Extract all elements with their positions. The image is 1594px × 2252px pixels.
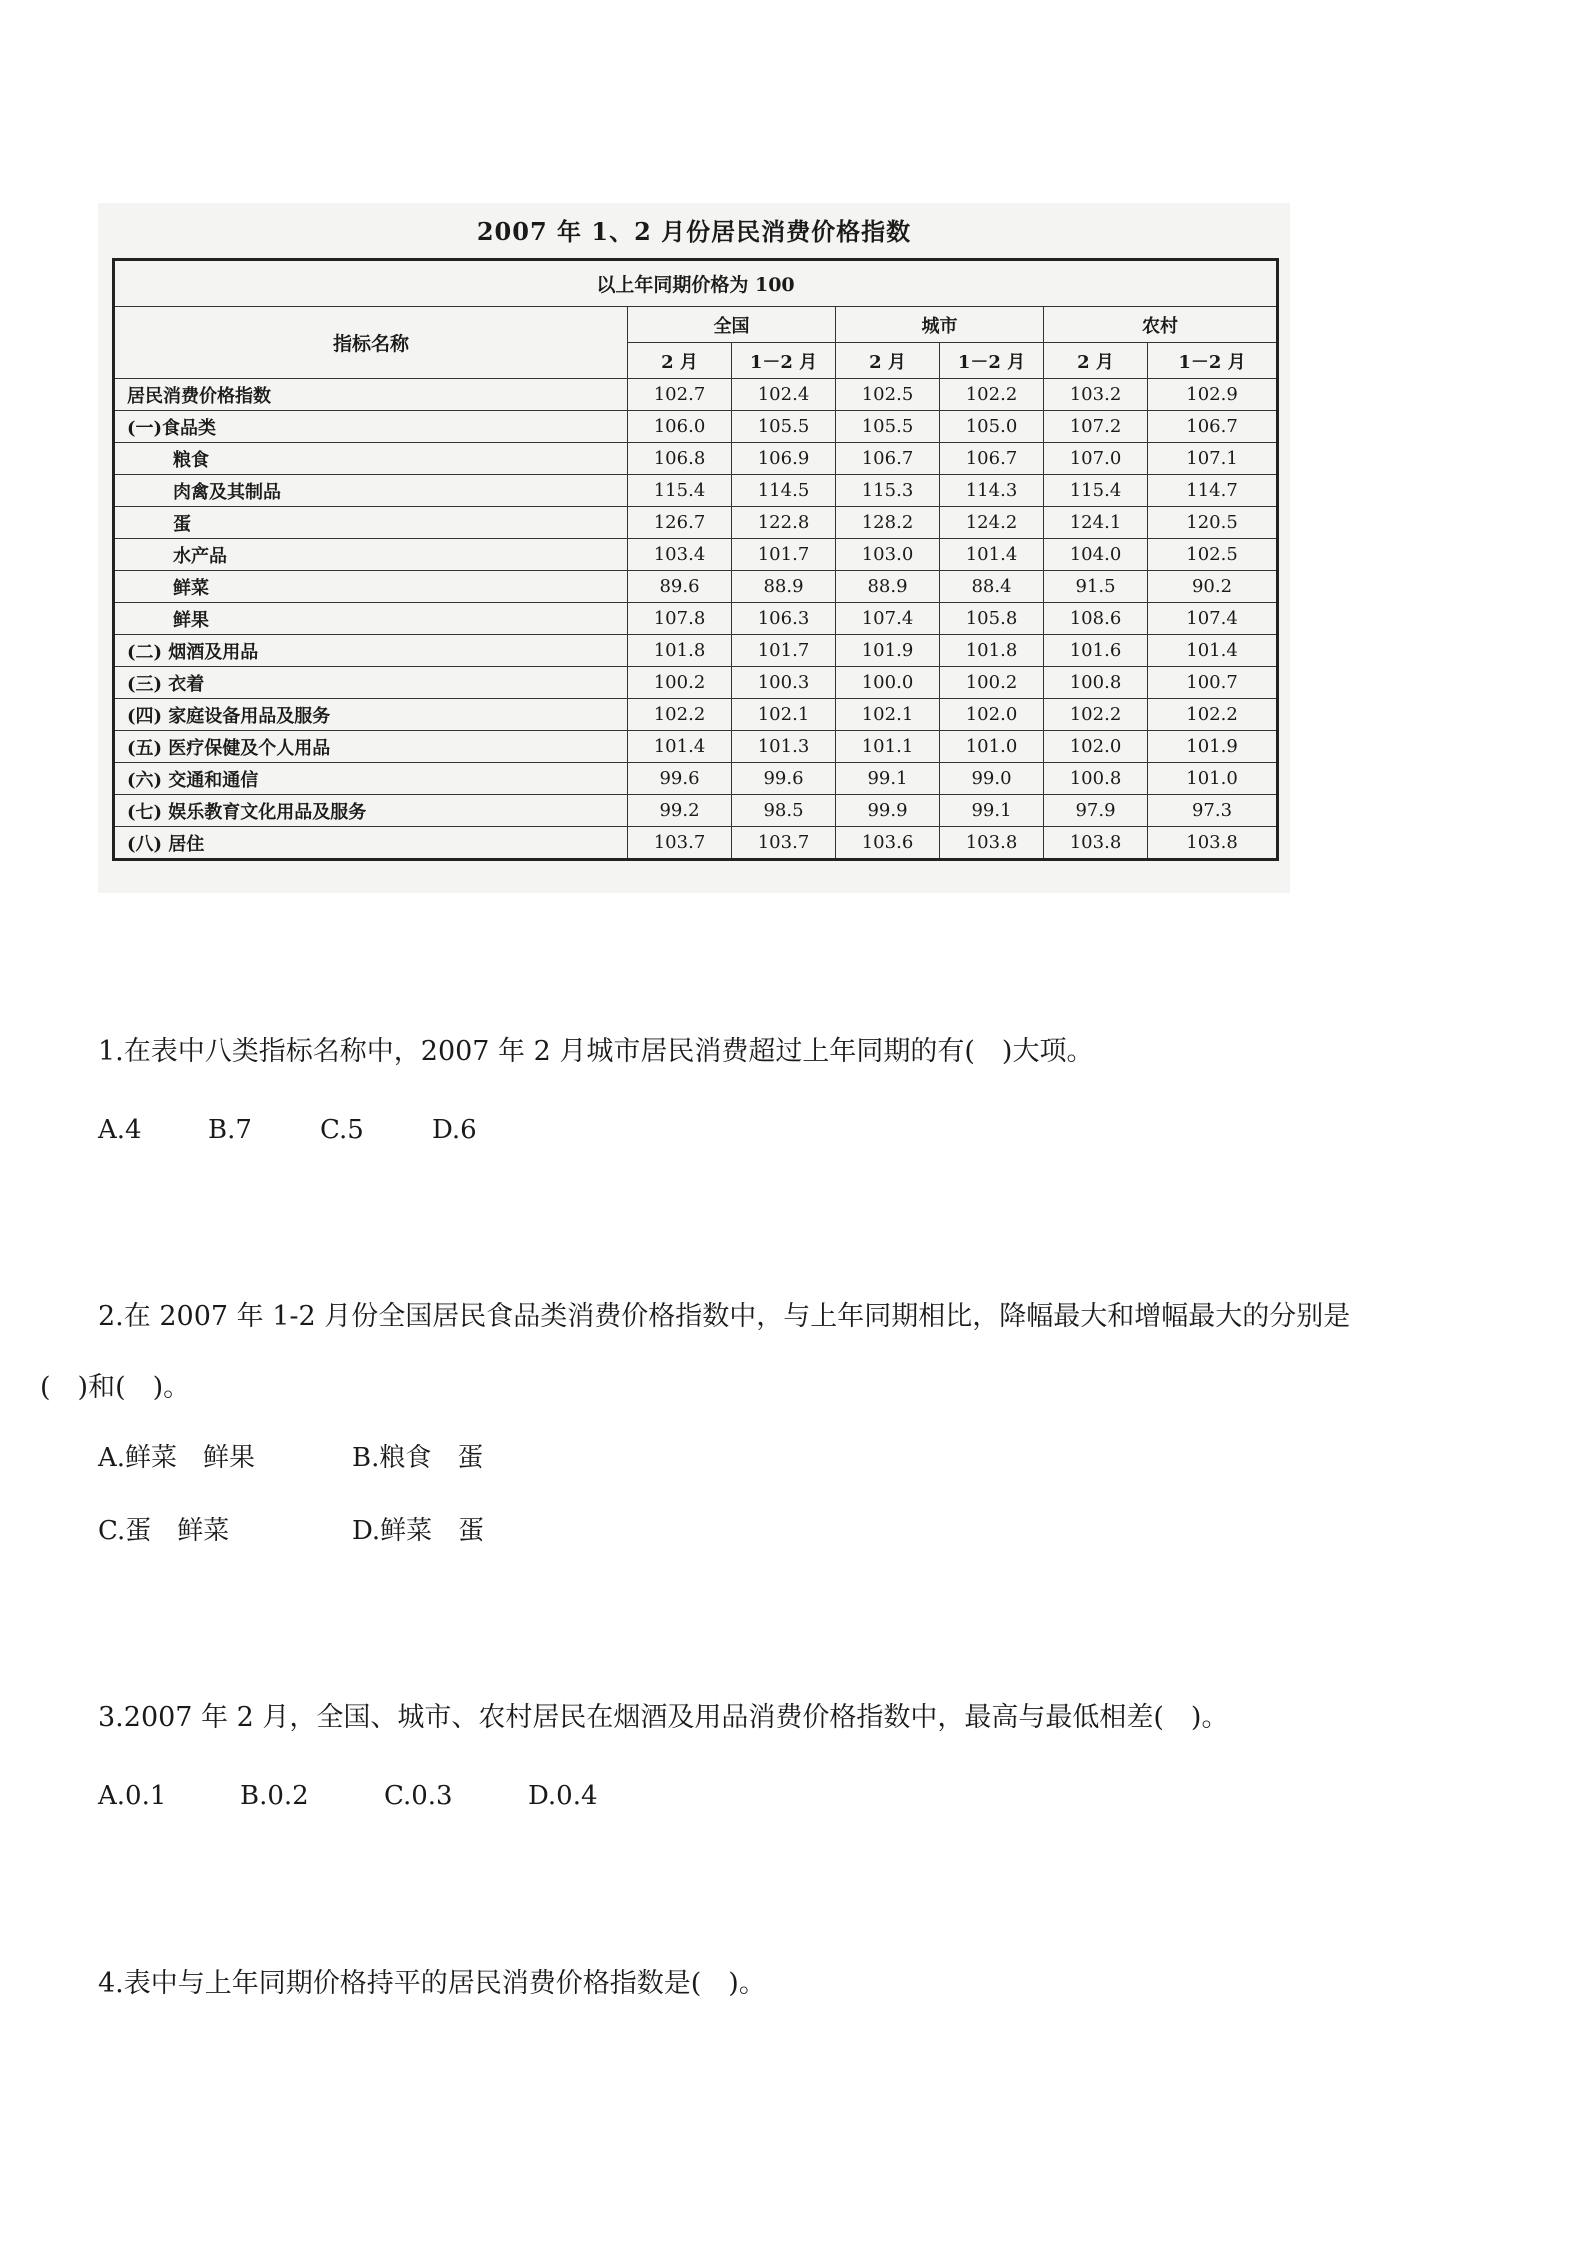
index-value-cell: 101.7	[732, 539, 836, 571]
index-value-cell: 120.5	[1148, 507, 1278, 539]
price-index-table-figure	[98, 203, 1290, 893]
index-value-cell: 102.2	[628, 699, 732, 731]
indicator-name-cell: 肉禽及其制品	[114, 475, 628, 507]
group-header-city: 城市	[836, 307, 1044, 343]
index-value-cell: 100.8	[1044, 667, 1148, 699]
table-row	[114, 411, 1278, 443]
index-value-cell: 106.7	[836, 443, 940, 475]
indicator-name-cell: 居民消费价格指数	[114, 379, 628, 411]
indicator-name-cell: (六) 交通和通信	[114, 763, 628, 795]
table-row	[114, 699, 1278, 731]
index-value-cell: 102.2	[1044, 699, 1148, 731]
index-value-cell: 101.0	[940, 731, 1044, 763]
option-c: C.5	[320, 1115, 364, 1145]
indicator-name-cell: 鲜果	[114, 603, 628, 635]
option-a: A.鲜菜 鲜果	[98, 1443, 256, 1473]
option-d: D.6	[432, 1115, 477, 1145]
group-header-rural: 农村	[1044, 307, 1278, 343]
option-d: D.鲜菜 蛋	[352, 1516, 485, 1546]
question-1-text: 1.在表中八类指标名称中，2007 年 2 月城市居民消费超过上年同期的有( )大项。	[98, 1036, 1094, 1067]
subheader: 1－2 月	[940, 343, 1044, 379]
option-c: C.0.3	[384, 1781, 453, 1811]
index-value-cell: 88.9	[836, 571, 940, 603]
index-value-cell: 97.9	[1044, 795, 1148, 827]
option-a: A.0.1	[98, 1781, 167, 1811]
indicator-name-cell: (八) 居住	[114, 827, 628, 860]
index-value-cell: 100.2	[940, 667, 1044, 699]
option-d: D.0.4	[528, 1781, 598, 1811]
index-value-cell: 102.1	[836, 699, 940, 731]
indicator-name-cell: 粮食	[114, 443, 628, 475]
index-value-cell: 106.9	[732, 443, 836, 475]
index-value-cell: 89.6	[628, 571, 732, 603]
index-value-cell: 103.4	[628, 539, 732, 571]
index-value-cell: 99.0	[940, 763, 1044, 795]
index-value-cell: 128.2	[836, 507, 940, 539]
index-value-cell: 91.5	[1044, 571, 1148, 603]
index-value-cell: 102.1	[732, 699, 836, 731]
indicator-name-cell: (二) 烟酒及用品	[114, 635, 628, 667]
index-value-cell: 102.5	[1148, 539, 1278, 571]
index-value-cell: 98.5	[732, 795, 836, 827]
index-value-cell: 107.1	[1148, 443, 1278, 475]
index-value-cell: 105.0	[940, 411, 1044, 443]
index-value-cell: 106.8	[628, 443, 732, 475]
indicator-name-cell: (四) 家庭设备用品及服务	[114, 699, 628, 731]
index-value-cell: 101.9	[836, 635, 940, 667]
index-value-cell: 103.0	[836, 539, 940, 571]
question-2-options-row2	[98, 1513, 598, 1549]
group-header-national: 全国	[628, 307, 836, 343]
index-value-cell: 106.3	[732, 603, 836, 635]
question-1-options	[98, 1112, 498, 1148]
question-3-options	[98, 1778, 658, 1814]
index-value-cell: 101.4	[940, 539, 1044, 571]
index-value-cell: 102.5	[836, 379, 940, 411]
option-c: C.蛋 鲜菜	[98, 1516, 230, 1546]
question-3-text: 3.2007 年 2 月，全国、城市、农村居民在烟酒及用品消费价格指数中，最高与最低相差( )。	[98, 1702, 1229, 1733]
index-value-cell: 100.3	[732, 667, 836, 699]
index-value-cell: 122.8	[732, 507, 836, 539]
index-value-cell: 103.7	[732, 827, 836, 860]
index-value-cell: 99.6	[732, 763, 836, 795]
index-value-cell: 90.2	[1148, 571, 1278, 603]
option-b: B.7	[208, 1115, 252, 1145]
index-value-cell: 108.6	[1044, 603, 1148, 635]
index-value-cell: 101.3	[732, 731, 836, 763]
index-value-cell: 100.7	[1148, 667, 1278, 699]
index-value-cell: 115.3	[836, 475, 940, 507]
table-row	[114, 731, 1278, 763]
index-value-cell: 103.8	[1148, 827, 1278, 860]
index-value-cell: 101.6	[1044, 635, 1148, 667]
index-value-cell: 105.5	[836, 411, 940, 443]
index-value-cell: 114.7	[1148, 475, 1278, 507]
index-value-cell: 115.4	[1044, 475, 1148, 507]
index-value-cell: 115.4	[628, 475, 732, 507]
subheader: 1－2 月	[1148, 343, 1278, 379]
index-value-cell: 103.8	[940, 827, 1044, 860]
index-value-cell: 106.0	[628, 411, 732, 443]
index-value-cell: 100.0	[836, 667, 940, 699]
table-title: 2007 年 1、2 月份居民消费价格指数	[476, 217, 912, 246]
index-value-cell: 106.7	[940, 443, 1044, 475]
indicator-name-cell: 水产品	[114, 539, 628, 571]
table-row	[114, 667, 1278, 699]
subheader: 2 月	[628, 343, 732, 379]
index-value-cell: 103.2	[1044, 379, 1148, 411]
index-value-cell: 101.1	[836, 731, 940, 763]
indicator-name-cell: 蛋	[114, 507, 628, 539]
index-value-cell: 102.0	[940, 699, 1044, 731]
index-value-cell: 101.0	[1148, 763, 1278, 795]
table-row	[114, 443, 1278, 475]
index-value-cell: 103.7	[628, 827, 732, 860]
subheader: 1－2 月	[732, 343, 836, 379]
index-value-cell: 99.1	[940, 795, 1044, 827]
index-value-cell: 126.7	[628, 507, 732, 539]
table-row	[114, 763, 1278, 795]
table-row	[114, 571, 1278, 603]
index-value-cell: 102.4	[732, 379, 836, 411]
subheader: 2 月	[836, 343, 940, 379]
index-value-cell: 101.8	[940, 635, 1044, 667]
table-row	[114, 795, 1278, 827]
index-value-cell: 105.8	[940, 603, 1044, 635]
option-a: A.4	[98, 1115, 142, 1145]
price-index-table	[112, 258, 1279, 861]
index-value-cell: 104.0	[1044, 539, 1148, 571]
index-value-cell: 99.9	[836, 795, 940, 827]
subheader: 2 月	[1044, 343, 1148, 379]
indicator-name-cell: (五) 医疗保健及个人用品	[114, 731, 628, 763]
index-value-cell: 107.0	[1044, 443, 1148, 475]
table-row	[114, 539, 1278, 571]
table-row	[114, 475, 1278, 507]
index-value-cell: 102.2	[1148, 699, 1278, 731]
index-value-cell: 107.4	[1148, 603, 1278, 635]
question-2-text-line2: ( )和( )。	[40, 1372, 191, 1403]
question-2-text-line1: 2.在 2007 年 1-2 月份全国居民食品类消费价格指数中，与上年同期相比，降幅最大和增幅最大的分别是	[98, 1301, 1351, 1332]
table-body	[114, 379, 1278, 860]
index-value-cell: 106.7	[1148, 411, 1278, 443]
index-value-cell: 124.2	[940, 507, 1044, 539]
index-value-cell: 99.2	[628, 795, 732, 827]
index-value-cell: 105.5	[732, 411, 836, 443]
index-value-cell: 99.6	[628, 763, 732, 795]
table-row	[114, 379, 1278, 411]
index-value-cell: 101.8	[628, 635, 732, 667]
table-row	[114, 507, 1278, 539]
index-value-cell: 114.3	[940, 475, 1044, 507]
index-value-cell: 101.4	[628, 731, 732, 763]
index-value-cell: 102.9	[1148, 379, 1278, 411]
index-value-cell: 88.4	[940, 571, 1044, 603]
index-value-cell: 103.6	[836, 827, 940, 860]
indicator-name-cell: (三) 衣着	[114, 667, 628, 699]
index-value-cell: 97.3	[1148, 795, 1278, 827]
index-value-cell: 103.8	[1044, 827, 1148, 860]
index-value-cell: 102.2	[940, 379, 1044, 411]
table-row	[114, 827, 1278, 860]
question-4-text: 4.表中与上年同期价格持平的居民消费价格指数是( )。	[98, 1968, 766, 1999]
index-value-cell: 107.4	[836, 603, 940, 635]
index-value-cell: 99.1	[836, 763, 940, 795]
index-value-cell: 100.2	[628, 667, 732, 699]
indicator-name-cell: (七) 娱乐教育文化用品及服务	[114, 795, 628, 827]
index-value-cell: 114.5	[732, 475, 836, 507]
index-value-cell: 100.8	[1044, 763, 1148, 795]
question-2-options-row1	[98, 1440, 598, 1476]
option-b: B.粮食 蛋	[352, 1443, 484, 1473]
table-row	[114, 635, 1278, 667]
indicator-name-cell: 鲜菜	[114, 571, 628, 603]
index-value-cell: 124.1	[1044, 507, 1148, 539]
option-b: B.0.2	[240, 1781, 309, 1811]
table-subtitle: 以上年同期价格为 100	[114, 260, 1278, 307]
indicator-name-header: 指标名称	[114, 307, 628, 379]
index-value-cell: 88.9	[732, 571, 836, 603]
index-value-cell: 101.9	[1148, 731, 1278, 763]
index-value-cell: 107.8	[628, 603, 732, 635]
index-value-cell: 101.7	[732, 635, 836, 667]
index-value-cell: 107.2	[1044, 411, 1148, 443]
table-row	[114, 603, 1278, 635]
indicator-name-cell: (一)食品类	[114, 411, 628, 443]
index-value-cell: 101.4	[1148, 635, 1278, 667]
index-value-cell: 102.0	[1044, 731, 1148, 763]
index-value-cell: 102.7	[628, 379, 732, 411]
